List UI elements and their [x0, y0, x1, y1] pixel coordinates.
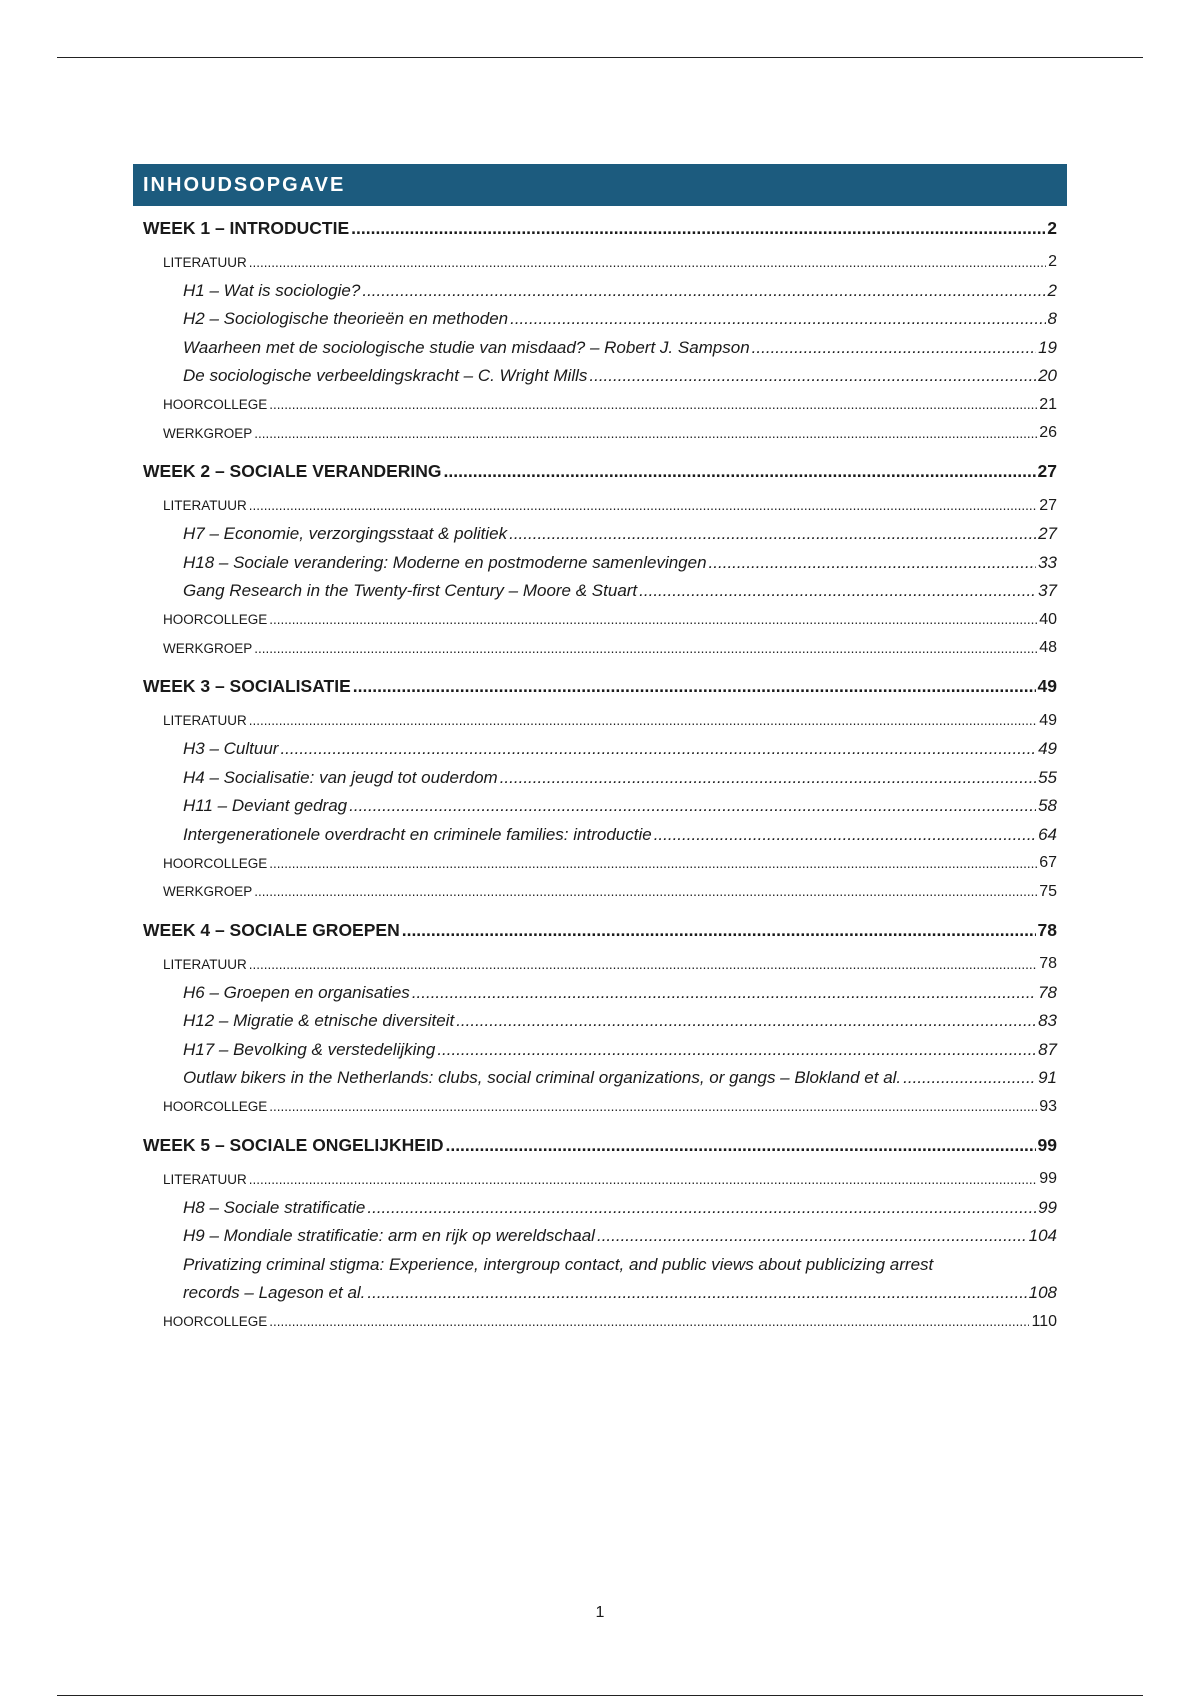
- dot-leader: [280, 739, 1036, 759]
- toc-section-entry[interactable]: [133, 248, 1057, 277]
- toc-section-entry[interactable]: [133, 634, 1057, 663]
- toc-week-heading-label: WEEK 4 – SOCIALE GROEPEN: [143, 919, 400, 940]
- header-rule: [57, 57, 1143, 58]
- toc-week-heading-page: 27: [1037, 461, 1057, 481]
- toc-section-entry-page: 27: [1039, 496, 1057, 514]
- toc-section-entry-page: 99: [1039, 1170, 1057, 1188]
- toc-week-heading-label: WEEK 1 – INTRODUCTIE: [143, 217, 350, 238]
- toc-section-entry-label: HOORCOLLEGE: [163, 612, 268, 628]
- toc-section-entry-label: LITERATUUR: [163, 1171, 247, 1187]
- dot-leader: [444, 461, 1036, 482]
- toc-section-entry-page: 93: [1039, 1097, 1057, 1115]
- toc-section-entry[interactable]: [133, 707, 1057, 736]
- toc-chapter-entry-label: Outlaw bikers in the Netherlands: clubs, social criminal organizations, or gangs – Blokland et al.: [183, 1068, 902, 1088]
- toc-chapter-entry-label: H12 – Migratie & etnische diversiteit: [183, 1011, 455, 1031]
- toc-list: [133, 208, 1067, 1336]
- toc-chapter-entry[interactable]: [133, 549, 1057, 578]
- toc-section-entry-label: HOORCOLLEGE: [163, 397, 268, 413]
- toc-chapter-entry[interactable]: [133, 1064, 1057, 1093]
- toc-section-entry-label: WERKGROEP: [163, 640, 253, 656]
- dot-leader: [249, 713, 1037, 728]
- dot-leader: [903, 1068, 1036, 1088]
- toc-week-heading-page: 99: [1037, 1134, 1057, 1155]
- toc-chapter-entry-label: H18 – Sociale verandering: Moderne en postmoderne samenlevingen: [183, 552, 707, 572]
- toc-chapter-entry[interactable]: [133, 520, 1057, 549]
- toc-section-entry-label: LITERATUUR: [163, 713, 247, 729]
- toc-chapter-entry[interactable]: [133, 362, 1057, 391]
- toc-chapter-entry-label: H7 – Economie, verzorgingsstaat & politiek: [183, 524, 508, 544]
- dot-leader: [254, 426, 1037, 441]
- toc-chapter-entry-label: H9 – Mondiale stratificatie: arm en rijk op wereldschaal: [183, 1226, 595, 1246]
- toc-week-heading-label: WEEK 5 – SOCIALE ONGELIJKHEID: [143, 1134, 444, 1155]
- toc-chapter-entry-page: 27: [1038, 524, 1057, 544]
- toc-title-bar: [133, 164, 1067, 206]
- toc-chapter-entry-label: Gang Research in the Twenty-first Century – Moore & Stuart: [183, 581, 638, 601]
- toc-chapter-entry-page: 108: [1028, 1283, 1057, 1303]
- dot-leader: [362, 281, 1045, 301]
- toc-chapter-entry[interactable]: [133, 764, 1057, 793]
- toc-chapter-entry-label: H6 – Groepen en organisaties: [183, 982, 410, 1002]
- dot-leader: [402, 920, 1036, 941]
- toc-chapter-entry-page: 49: [1038, 739, 1057, 759]
- toc-week-heading[interactable]: [133, 208, 1057, 248]
- toc-chapter-entry[interactable]: [133, 1279, 1057, 1308]
- toc-chapter-entry-label: H8 – Sociale stratificatie: [183, 1197, 366, 1217]
- toc-section-entry-page: 26: [1039, 424, 1057, 442]
- toc-week-heading[interactable]: [133, 910, 1057, 950]
- dot-leader: [367, 1283, 1026, 1303]
- dot-leader: [349, 796, 1036, 816]
- toc-week-heading-page: 49: [1037, 676, 1057, 696]
- dot-leader: [367, 1198, 1036, 1218]
- toc-section-entry[interactable]: [133, 492, 1057, 521]
- toc-chapter-entry-page: 8: [1047, 309, 1057, 329]
- dot-leader: [254, 641, 1037, 656]
- dot-leader: [353, 676, 1036, 697]
- dot-leader: [351, 218, 1045, 239]
- toc-chapter-entry-page: 91: [1038, 1068, 1057, 1088]
- toc-chapter-entry-page: 33: [1038, 552, 1057, 572]
- toc-chapter-entry-page: 78: [1038, 982, 1057, 1002]
- toc-chapter-entry-label: H1 – Wat is sociologie?: [183, 280, 361, 300]
- toc-chapter-entry[interactable]: [133, 979, 1057, 1008]
- toc-chapter-entry[interactable]: [133, 334, 1057, 363]
- dot-leader: [269, 1099, 1037, 1114]
- toc-section-entry-page: 67: [1039, 854, 1057, 872]
- toc-section-entry-page: 21: [1039, 395, 1057, 413]
- toc-week-heading-page: 2: [1047, 217, 1057, 238]
- toc-section-entry-page: 48: [1039, 639, 1057, 657]
- toc-section-entry-label: LITERATUUR: [163, 956, 247, 972]
- toc-chapter-entry[interactable]: [133, 1194, 1057, 1223]
- toc-section-entry[interactable]: [133, 391, 1057, 420]
- toc-chapter-entry-page: 104: [1028, 1226, 1057, 1246]
- toc-chapter-entry[interactable]: [133, 1007, 1057, 1036]
- toc-section-entry-label: HOORCOLLEGE: [163, 855, 268, 871]
- toc-chapter-entry-page: 20: [1038, 366, 1057, 386]
- toc-chapter-entry-label: records – Lageson et al.: [183, 1283, 366, 1303]
- toc-chapter-entry-label: De sociologische verbeeldingskracht – C. Wright Mills: [183, 366, 588, 386]
- toc-section-entry-label: LITERATUUR: [163, 498, 247, 514]
- toc-chapter-entry-label: H11 – Deviant gedrag: [183, 796, 348, 816]
- toc-chapter-entry-page: 83: [1038, 1011, 1057, 1031]
- toc-section-entry-page: 78: [1039, 955, 1057, 973]
- toc-chapter-entry-label: Waarheen met de sociologische studie van misdaad? – Robert J. Sampson: [183, 337, 750, 357]
- dot-leader: [709, 553, 1037, 573]
- toc-chapter-entry[interactable]: [133, 577, 1057, 606]
- toc-chapter-entry-page: 58: [1038, 796, 1057, 816]
- dot-leader: [269, 397, 1037, 412]
- toc-section-entry-page: 75: [1039, 882, 1057, 900]
- dot-leader: [437, 1040, 1036, 1060]
- dot-leader: [269, 1314, 1029, 1329]
- toc-section-entry-label: WERKGROEP: [163, 425, 253, 441]
- toc-section-entry-label: WERKGROEP: [163, 884, 253, 900]
- toc-section-entry[interactable]: [133, 1093, 1057, 1122]
- dot-leader: [500, 768, 1036, 788]
- toc-chapter-entry[interactable]: [133, 277, 1057, 306]
- toc-chapter-entry-label: H2 – Sociologische theorieën en methoden: [183, 309, 509, 329]
- toc-week-heading[interactable]: [133, 667, 1057, 707]
- toc-title: INHOUDSOPGAVE: [143, 173, 346, 196]
- dot-leader: [509, 524, 1036, 544]
- toc-chapter-entry-page: 55: [1038, 767, 1057, 787]
- table-of-contents: [133, 164, 1067, 1336]
- dot-leader: [510, 309, 1045, 329]
- toc-section-entry-page: 40: [1039, 610, 1057, 628]
- toc-chapter-entry-page: 87: [1038, 1039, 1057, 1059]
- dot-leader: [269, 612, 1037, 627]
- toc-chapter-entry-page: 37: [1038, 581, 1057, 601]
- dot-leader: [456, 1011, 1036, 1031]
- toc-chapter-entry[interactable]: [133, 735, 1057, 764]
- toc-chapter-entry[interactable]: [133, 305, 1057, 334]
- toc-chapter-entry-page: 2: [1047, 280, 1057, 300]
- toc-chapter-entry-page: 64: [1038, 824, 1057, 844]
- toc-section-entry-page: 49: [1039, 711, 1057, 729]
- toc-section-entry-label: HOORCOLLEGE: [163, 1099, 268, 1115]
- dot-leader: [254, 884, 1037, 899]
- toc-chapter-entry-label: H17 – Bevolking & verstedelijking: [183, 1039, 436, 1059]
- toc-chapter-entry[interactable]: [133, 821, 1057, 850]
- toc-week-heading[interactable]: [133, 452, 1057, 492]
- toc-chapter-entry-line1[interactable]: Privatizing criminal stigma: Experience, intergroup contact, and public views about publicizing arrest: [183, 1254, 934, 1274]
- page-number: 1: [595, 1604, 605, 1621]
- toc-section-entry[interactable]: [133, 950, 1057, 979]
- dot-leader: [589, 366, 1036, 386]
- toc-week-heading-label: WEEK 3 – SOCIALISATIE: [143, 676, 351, 696]
- dot-leader: [249, 498, 1037, 513]
- toc-section-entry-page: 2: [1048, 253, 1057, 271]
- dot-leader: [249, 255, 1046, 270]
- toc-chapter-entry-label: H3 – Cultuur: [183, 739, 279, 759]
- toc-section-entry-label: HOORCOLLEGE: [163, 1314, 268, 1330]
- toc-week-heading-page: 78: [1037, 919, 1057, 940]
- dot-leader: [269, 856, 1037, 871]
- toc-section-entry[interactable]: [133, 1165, 1057, 1194]
- toc-section-entry[interactable]: [133, 606, 1057, 635]
- toc-section-entry[interactable]: [133, 419, 1057, 448]
- dot-leader: [445, 1135, 1035, 1156]
- toc-chapter-entry[interactable]: [133, 792, 1057, 821]
- toc-section-entry[interactable]: [133, 1308, 1057, 1337]
- dot-leader: [597, 1226, 1027, 1246]
- dot-leader: [639, 581, 1036, 601]
- toc-chapter-entry-label: H4 – Socialisatie: van jeugd tot ouderdom: [183, 767, 498, 787]
- dot-leader: [752, 338, 1036, 358]
- toc-chapter-entry-page: 19: [1038, 337, 1057, 357]
- toc-section-entry[interactable]: [133, 878, 1057, 907]
- toc-section-entry-page: 110: [1031, 1312, 1057, 1330]
- toc-chapter-entry-label: Intergenerationele overdracht en criminele families: introductie: [183, 824, 652, 844]
- toc-section-entry[interactable]: [133, 849, 1057, 878]
- toc-chapter-entry-page: 99: [1038, 1197, 1057, 1217]
- dot-leader: [249, 1172, 1037, 1187]
- toc-week-heading-label: WEEK 2 – SOCIALE VERANDERING: [143, 461, 442, 481]
- footer-rule: [57, 1695, 1143, 1696]
- toc-week-heading[interactable]: [133, 1125, 1057, 1165]
- dot-leader: [412, 983, 1036, 1003]
- dot-leader: [654, 825, 1036, 845]
- toc-chapter-entry[interactable]: [133, 1222, 1057, 1251]
- toc-chapter-entry[interactable]: [133, 1036, 1057, 1065]
- dot-leader: [249, 957, 1037, 972]
- toc-section-entry-label: LITERATUUR: [163, 254, 247, 270]
